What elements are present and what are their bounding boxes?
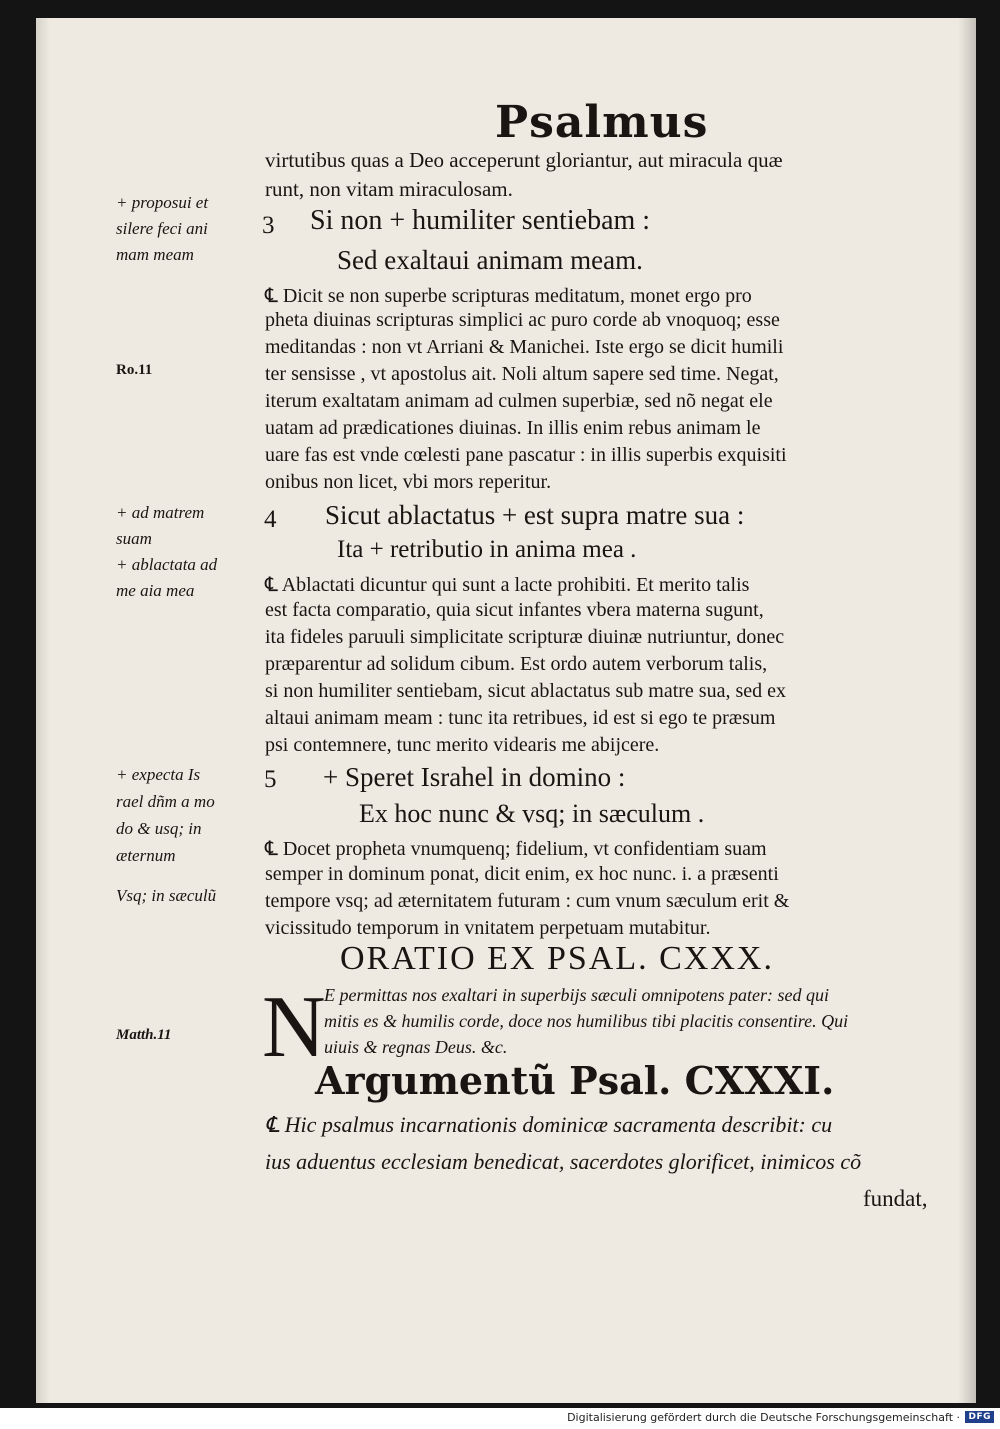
- oratio-line: E permittas nos exaltari in superbijs sæculi omnipotens pater: sed qui: [324, 985, 829, 1005]
- margin-note: do & usq; in: [116, 819, 202, 838]
- commentary-line: semper in dominum ponat, dicit enim, ex hoc nunc. i. a præsenti: [265, 863, 779, 885]
- margin-note: me aia mea: [116, 581, 195, 600]
- margin-note: Vsq; in sæculũ: [116, 886, 217, 905]
- body-line: runt, non vitam miraculosam.: [265, 177, 513, 201]
- margin-note: suam: [116, 529, 152, 548]
- verse-number: 5: [264, 766, 277, 793]
- verse-number: 4: [264, 506, 277, 533]
- commentary-line: vicissitudo temporum in vnitatem perpetuam mutabitur.: [265, 917, 711, 939]
- margin-note: mam meam: [116, 245, 194, 264]
- dfg-logo: DFG: [965, 1411, 994, 1423]
- commentary-line: ℄ Dicit se non superbe scripturas meditatum, monet ergo pro: [265, 285, 752, 307]
- oratio-line: uiuis & regnas Deus. &c.: [324, 1037, 508, 1057]
- commentary-line: iterum exaltatam animam ad culmen superbiæ, sed nõ negat ele: [265, 390, 773, 412]
- commentary-line: uare fas est vnde cœlesti pane pascatur : in illis superbis exquisiti: [265, 444, 787, 466]
- running-head: Psalmus: [495, 97, 709, 148]
- argumentum-line: ius aduentus ecclesiam benedicat, sacerdotes glorificet, inimicos cõ: [265, 1149, 862, 1174]
- verse-line: Si non + humiliter sentiebam :: [310, 205, 651, 236]
- commentary-line: pheta diuinas scripturas simplici ac puro corde ab vnoquoq; esse: [265, 309, 780, 331]
- commentary-line: ℄ Docet propheta vnumquenq; fidelium, vt confidentiam suam: [265, 838, 767, 860]
- argumentum-title: Argumentũ Psal. CXXXI.: [315, 1058, 835, 1103]
- commentary-line: meditandas : non vt Arriani & Manichei. Iste ergo se dicit humili: [265, 336, 784, 358]
- drop-cap: N: [262, 979, 326, 1076]
- verse-line: + Speret Israhel in domino :: [323, 762, 626, 792]
- commentary-line: ℄ Ablactati dicuntur qui sunt a lacte prohibiti. Et merito talis: [265, 574, 750, 596]
- footer-credit: Digitalisierung gefördert durch die Deutsche Forschungsgemeinschaft ·: [567, 1411, 960, 1424]
- commentary-line: uatam ad prædicationes diuinas. In illis enim rebus animam le: [265, 417, 761, 439]
- verse-line: Ex hoc nunc & vsq; in sæculum .: [359, 799, 705, 828]
- margin-note: + ablactata ad: [116, 555, 218, 574]
- margin-note: æternum: [116, 846, 176, 865]
- verse-number: 3: [262, 212, 275, 239]
- verse-line: Ita + retributio in anima mea .: [337, 536, 637, 563]
- footer-bar: [0, 1408, 1000, 1429]
- margin-reference: Matth.11: [116, 1027, 172, 1043]
- margin-note: + proposui et: [116, 193, 209, 212]
- margin-note: rael dñm a mo: [116, 792, 215, 811]
- commentary-line: tempore vsq; ad æternitatem futuram : cum vnum sæculum erit &: [265, 890, 790, 912]
- argumentum-line: ℄ Hic psalmus incarnationis dominicæ sacramenta describit: cu: [265, 1112, 833, 1137]
- verse-line: Sicut ablactatus + est supra matre sua :: [325, 500, 745, 530]
- verse-line: Sed exaltaui animam meam.: [337, 245, 643, 275]
- commentary-line: onibus non licet, vbi mors reperitur.: [265, 471, 552, 493]
- commentary-line: præparentur ad solidum cibum. Est ordo autem verborum talis,: [265, 653, 768, 675]
- margin-reference: Ro.11: [116, 362, 153, 378]
- commentary-line: est facta comparatio, quia sicut infantes vbera materna sugunt,: [265, 599, 764, 621]
- oratio-title: ORATIO EX PSAL. CXXX.: [340, 940, 774, 977]
- body-line: virtutibus quas a Deo acceperunt gloriantur, aut miracula quæ: [265, 148, 783, 172]
- commentary-line: psi contemnere, tunc merito videaris me abijcere.: [265, 734, 660, 756]
- argumentum-line: fundat,: [863, 1186, 928, 1211]
- oratio-line: mitis es & humilis corde, doce nos humilibus tibi placitis consentire. Qui: [324, 1011, 849, 1031]
- margin-note: + expecta Is: [116, 765, 201, 784]
- commentary-line: ter sensisse , vt apostolus ait. Noli altum sapere sed time. Negat,: [265, 363, 779, 385]
- margin-note: + ad matrem: [116, 503, 205, 522]
- margin-note: silere feci ani: [116, 219, 208, 238]
- commentary-line: altaui animam meam : tunc ita retribues, id est si ego te præsum: [265, 707, 776, 729]
- commentary-line: si non humiliter sentiebam, sicut ablactatus sub matre sua, sed ex: [265, 680, 786, 702]
- commentary-line: ita fideles paruuli simplicitate scripturæ diuinæ nutriuntur, donec: [265, 626, 785, 648]
